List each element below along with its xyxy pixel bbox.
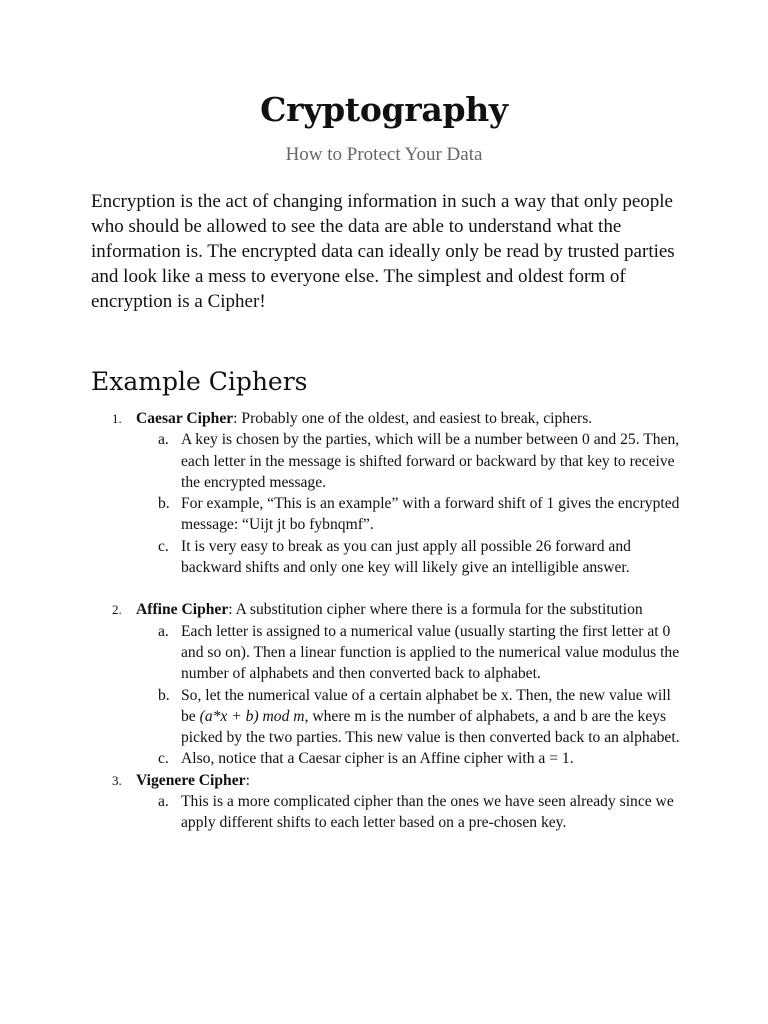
list-number: 3. (112, 772, 122, 788)
intro-paragraph: Encryption is the act of changing information in such a way that only people who should be allowed to see the data are able to understand what the information is. The encrypted data can ideally only be read by trusted parties and look like a mess to everyone else. The simplest and oldest form of encryption is a Cipher! (91, 191, 675, 312)
sub-item (0, 685, 768, 749)
cipher-description: : (245, 771, 250, 789)
list-item-caesar (0, 408, 768, 429)
sub-letter: a. (158, 431, 169, 449)
sub-letter: b. (158, 686, 170, 704)
cipher-name: Affine Cipher (136, 601, 229, 619)
sub-text: A key is chosen by the parties, which will be a number between 0 and 25. Then, each letter in the message is shifted forward or backward by that key to receive the encrypted message. (181, 431, 680, 491)
spacer (0, 578, 768, 599)
page-title: Cryptography (260, 90, 508, 129)
cipher-list (0, 408, 768, 834)
sub-letter: a. (158, 793, 169, 811)
sub-text: Each letter is assigned to a numerical value (usually starting the first letter at 0 and so on). Then a linear function is applied to the numerical value modulus the number of alphabets and then converted back to alphabet. (181, 622, 680, 683)
sub-text: This is a more complicated cipher than the ones we have seen already since we apply different shifts to each letter based on a pre-chosen key. (181, 793, 674, 832)
list-item-affine (0, 599, 768, 620)
formula: (a*x + b) mod m (199, 707, 305, 725)
sub-item (0, 493, 768, 536)
sub-text: Also, notice that a Caesar cipher is an Affine cipher with a = 1. (181, 750, 574, 768)
sub-item (0, 429, 768, 493)
sub-item (0, 791, 768, 834)
sub-letter: a. (158, 622, 169, 640)
sub-text: It is very easy to break as you can just apply all possible 26 forward and backward shifts and only one key will likely give an intelligible answer. (181, 537, 631, 577)
cipher-name: Caesar Cipher (136, 410, 234, 427)
sub-letter: c. (158, 750, 169, 768)
cipher-description: : A substitution cipher where there is a formula for the substitution (228, 601, 643, 619)
sub-item (0, 621, 768, 685)
sub-item (0, 536, 768, 579)
sub-letter: b. (158, 495, 170, 513)
page-subtitle: How to Protect Your Data (285, 144, 483, 165)
sub-text: So, let the numerical value of a certain alphabet be x. Then, the new value will be (181, 686, 671, 725)
cipher-description: : Probably one of the oldest, and easiest to break, ciphers. (233, 410, 593, 427)
list-item-vigenere (0, 770, 768, 791)
cipher-name: Vigenere Cipher (136, 771, 246, 789)
list-number: 1. (112, 411, 122, 426)
sub-text: For example, “This is an example” with a forward shift of 1 gives the encrypted message: “Uijt jt bo fybnqmf”. (181, 495, 680, 534)
section-heading: Example Ciphers (91, 367, 308, 396)
list-number: 2. (112, 602, 122, 618)
sub-text: , where m is the number of alphabets, a and b are the keys picked by the two parties. This new value is then converted back to an alphabet. (181, 707, 680, 747)
sub-item (0, 748, 768, 769)
sub-letter: c. (158, 537, 169, 555)
